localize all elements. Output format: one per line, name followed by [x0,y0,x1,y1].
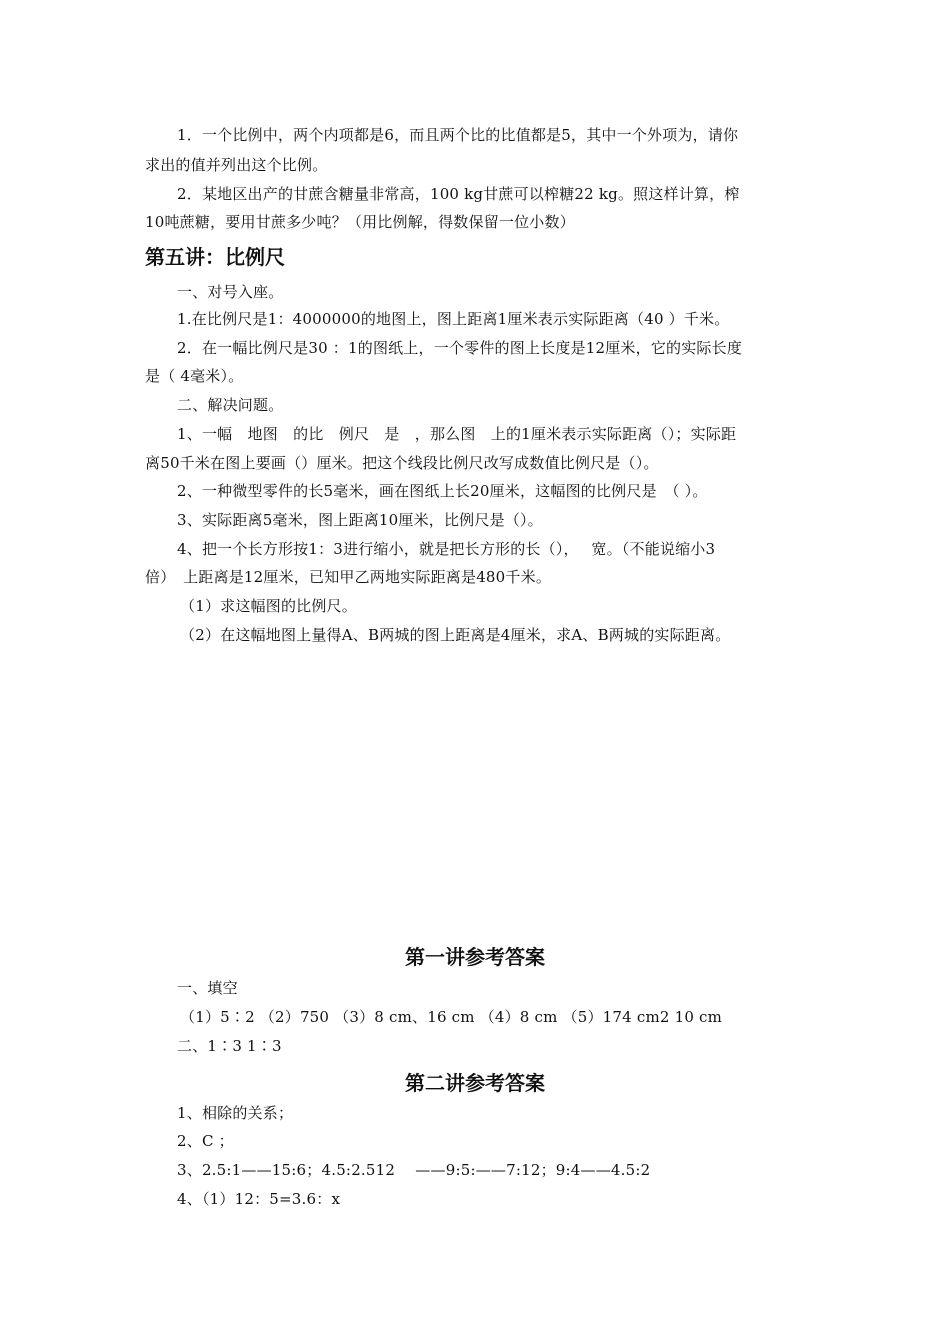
p2-q4-line1: 4、把一个长方形按1：3进行缩小，就是把长方形的长（）， 宽。（不能说缩小3 [177,540,716,558]
answers2-a1: 1、相除的关系； [177,1104,294,1122]
answers2-title: 第二讲参考答案 [405,1071,545,1095]
answers2-a3: 3、2.5:1——15:6；4.5:2.512 ——9:5:——7:12；9:4——4.5:2 [177,1161,651,1179]
p1-q2-line1: 2．在一幅比例尺是30 ：1的图纸上，一个零件的图上长度是12厘米，它的实际长度 [177,339,743,357]
p1-q2-line2: 是（ 4毫米）。 [145,367,244,385]
q2-line1: 2．某地区出产的甘蔗含糖量非常高，100 kg甘蔗可以榨糖22 kg。照这样计算，榨 [177,185,740,203]
q1-line1: 1．一个比例中，两个内项都是6，而且两个比的比值都是5，其中一个外项为，请你 [177,126,739,144]
answers1-part2: 二、1∶3 1∶3 [177,1037,282,1055]
lecture5-title: 第五讲：比例尺 [145,245,285,269]
p2-q1-line1: 1、一幅 地图 的比 例尺 是 ，那么图 上的1厘米表示实际距离（）；实际距 [177,425,737,443]
answers2-a2: 2、C ； [177,1132,234,1150]
p1-q1: 1.在比例尺是1：4000000的地图上，图上距离1厘米表示实际距离（40 ）千米。 [177,310,730,328]
sub-question-2: （2）在这幅地图上量得A、B两城的图上距离是4厘米，求A、B两城的实际距离。 [180,626,731,644]
part2-heading: 二、解决问题。 [177,396,284,414]
sub-question-1: （1）求这幅图的比例尺。 [180,597,357,615]
part1-heading: 一、对号入座。 [177,283,284,301]
p2-q4-line2: 倍） 上距离是12厘米，已知甲乙两地实际距离是480千米。 [145,568,552,586]
answers1-fill-heading: 一、填空 [177,979,238,997]
p2-q2: 2、一种微型零件的长5毫米，画在图纸上长20厘米，这幅图的比例尺是 （ ）。 [177,482,708,500]
p2-q3: 3、实际距离5毫米，图上距离10厘米，比例尺是（）。 [177,511,543,529]
p2-q1-line2: 离50千米在图上要画（）厘米。把这个线段比例尺改写成数值比例尺是（）。 [145,454,659,472]
answers1-title: 第一讲参考答案 [405,945,545,969]
answers1-fill-values: （1）5∶2 （2）750 （3）8 cm、16 cm （4）8 cm （5）174 cm2 10 cm [180,1008,723,1026]
q2-line2: 10吨蔗糖，要用甘蔗多少吨？（用比例解，得数保留一位小数） [145,213,575,231]
q1-line2: 求出的值并列出这个比例。 [145,156,328,174]
answers2-a4: 4、（1）12：5=3.6：x [177,1190,341,1208]
